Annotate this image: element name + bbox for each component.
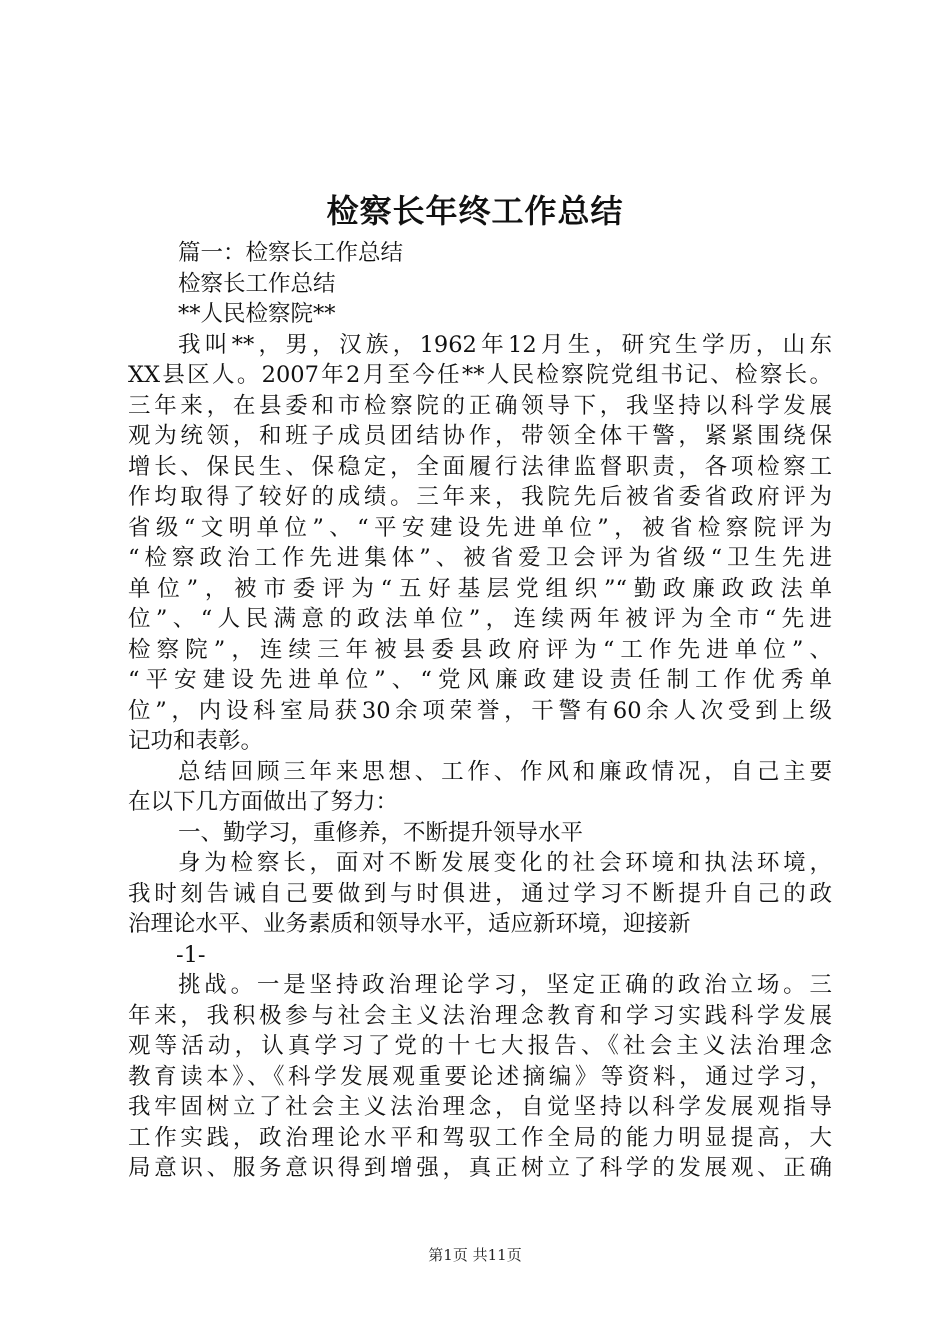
text-line: 单位”，被市委评为“五好基层党组织”“勤政廉政政法单 bbox=[128, 575, 832, 602]
text-line: 作均取得了较好的成绩。三年来，我院先后被省委省政府评为 bbox=[128, 484, 832, 510]
text-line: 增长、保民生、保稳定，全面履行法律监督职责，各项检察工 bbox=[128, 453, 832, 480]
text-line: 篇一：检察长工作总结 bbox=[178, 240, 404, 266]
text-line: “平安建设先进单位”、“党风廉政建设责任制工作优秀单 bbox=[128, 667, 832, 693]
text-line: 检察长工作总结 bbox=[178, 270, 336, 297]
text-line: 局意识、服务意识得到增强，真正树立了科学的发展观、正确 bbox=[128, 1155, 832, 1181]
text-line: 位”、“人民满意的政法单位”，连续两年被评为全市“先进 bbox=[128, 606, 832, 632]
text-line: 一、勤学习，重修养，不断提升领导水平 bbox=[178, 819, 584, 846]
text-line: 观为统领，和班子成员团结协作，带领全体干警，紧紧围绕保 bbox=[128, 423, 832, 449]
text-line: 年来，我积极参与社会主义法治理念教育和学习实践科学发展 bbox=[128, 1002, 832, 1029]
text-line: 工作实践，政治理论水平和驾驭工作全局的能力明显提高，大 bbox=[128, 1124, 832, 1151]
text-line: 检察院”，连续三年被县委县政府评为“工作先进单位”、 bbox=[128, 636, 832, 663]
text-line: 省级“文明单位”、“平安建设先进单位”，被省检察院评为 bbox=[128, 514, 832, 541]
text-line: 挑战。一是坚持政治理论学习，坚定正确的政治立场。三 bbox=[178, 972, 832, 998]
text-line: 位”，内设科室局获30余项荣誉，干警有60余人次受到上级 bbox=[128, 697, 832, 724]
text-line: 身为检察长，面对不断发展变化的社会环境和执法环境， bbox=[178, 850, 832, 876]
text-line: 我叫**，男，汉族，1962年12月生，研究生学历，山东 bbox=[178, 331, 832, 358]
text-line: 总结回顾三年来思想、工作、作风和廉政情况，自己主要 bbox=[178, 758, 832, 785]
text-line: 记功和表彰。 bbox=[128, 728, 264, 754]
text-line: “检察政治工作先进集体”、被省爱卫会评为省级“卫生先进 bbox=[128, 545, 832, 571]
text-line: 在以下几方面做出了努力： bbox=[128, 789, 399, 815]
text-line: **人民检察院** bbox=[178, 301, 336, 327]
text-line: XX县区人。2007年2月至今任**人民检察院党组书记、检察长。 bbox=[128, 362, 832, 388]
document-title: 检察长年终工作总结 bbox=[326, 192, 624, 230]
inline-page-marker: -1- bbox=[176, 941, 206, 968]
text-line: 教育读本》、《科学发展观重要论述摘编》等资料，通过学习， bbox=[128, 1063, 832, 1090]
page-footer: 第1页 共11页 bbox=[428, 1246, 522, 1264]
text-line: 我牢固树立了社会主义法治理念，自觉坚持以科学发展观指导 bbox=[128, 1094, 832, 1120]
text-line: 我时刻告诫自己要做到与时俱进，通过学习不断提升自己的政 bbox=[128, 880, 832, 907]
text-line: 三年来，在县委和市检察院的正确领导下，我坚持以科学发展 bbox=[128, 392, 832, 419]
text-line: 观等活动，认真学习了党的十七大报告、《社会主义法治理念 bbox=[128, 1033, 832, 1059]
text-line: 治理论水平、业务素质和领导水平，适应新环境，迎接新 bbox=[128, 911, 691, 937]
document-body bbox=[128, 238, 832, 1184]
